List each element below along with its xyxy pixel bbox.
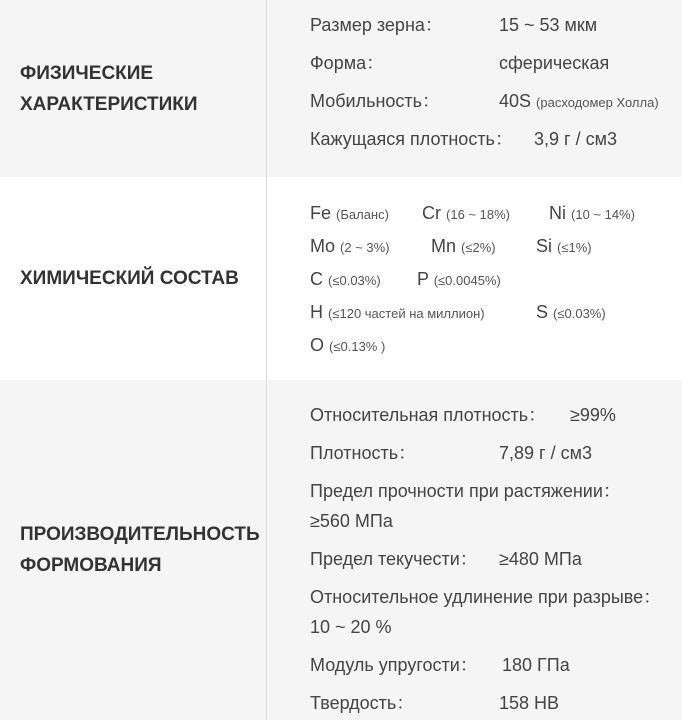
- shape-value: сферическая: [499, 53, 610, 73]
- o-symbol: O: [310, 335, 325, 355]
- flowability-label: Мобильность：: [310, 91, 441, 111]
- shape-line: [310, 48, 682, 86]
- mn-symbol: Mn: [431, 236, 457, 256]
- element-c: [310, 265, 381, 295]
- element-si: [536, 232, 592, 262]
- chemical-content: [267, 177, 682, 380]
- grain-size-value: 15 ~ 53 мкм: [499, 15, 598, 35]
- apparent-density-line: [310, 124, 682, 162]
- elongation-value: 10 ~ 20 %: [310, 617, 392, 637]
- h-symbol: H: [310, 302, 323, 322]
- chem-line-4: [310, 298, 682, 331]
- density-label: Плотность：: [310, 443, 417, 463]
- hardness-line: [310, 688, 682, 726]
- forming-row: [0, 380, 682, 720]
- yield-strength-line: [310, 544, 682, 582]
- density-value: 7,89 г / см3: [499, 443, 592, 463]
- chem-line-1: [310, 199, 682, 232]
- grain-size-line: [310, 10, 682, 48]
- si-range: (≤1%): [557, 240, 592, 255]
- yield-strength-value: ≥480 МПа: [499, 549, 582, 569]
- p-range: (≤0.0045%): [433, 273, 501, 288]
- relative-density-line: [310, 400, 682, 438]
- ni-symbol: Ni: [549, 203, 566, 223]
- o-range: (≤0.13% ): [329, 339, 386, 354]
- ni-range: (10 ~ 14%): [571, 207, 635, 222]
- apparent-density-value: 3,9 г / см3: [534, 129, 617, 149]
- c-range: (≤0.03%): [328, 273, 381, 288]
- relative-density-value: ≥99%: [570, 405, 616, 425]
- flowability-note: (расходомер Холла): [536, 95, 659, 110]
- element-cr: [422, 199, 510, 229]
- physical-row: [0, 0, 682, 177]
- modulus-label: Модуль упругости：: [310, 655, 478, 675]
- fe-symbol: Fe: [310, 203, 332, 223]
- hardness-value: 158 HB: [499, 693, 560, 713]
- modulus-value: 180 ГПа: [502, 655, 570, 675]
- mo-range: (2 ~ 3%): [340, 240, 390, 255]
- s-range: (≤0.03%): [553, 306, 606, 321]
- tensile-strength-label: Предел прочности при растяжении：: [310, 481, 621, 501]
- fe-range: (Баланс): [336, 207, 389, 222]
- element-ni: [549, 199, 635, 229]
- cr-range: (16 ~ 18%): [446, 207, 510, 222]
- forming-content: [267, 380, 682, 720]
- mn-range: (≤2%): [461, 240, 496, 255]
- c-symbol: C: [310, 269, 323, 289]
- physical-content: [267, 0, 682, 177]
- flowability-value-group: [499, 86, 659, 118]
- h-range: (≤120 частей на миллион): [328, 306, 485, 321]
- element-o: [310, 331, 385, 361]
- physical-title-line1: ФИЗИЧЕСКИЕ: [20, 62, 154, 84]
- chem-line-3: [310, 265, 682, 298]
- chem-line-5: [310, 331, 682, 364]
- chemical-title: ХИМИЧЕСКИЙ СОСТАВ: [0, 177, 267, 380]
- element-s: [536, 298, 606, 328]
- flowability-line: [310, 86, 682, 124]
- chem-line-2: [310, 232, 682, 265]
- modulus-line: [310, 650, 682, 688]
- shape-label: Форма：: [310, 53, 385, 73]
- elongation-line: [310, 582, 682, 650]
- element-h: [310, 298, 485, 328]
- elongation-label: Относительное удлинение при разрыве：: [310, 587, 662, 607]
- forming-title-line2: ФОРМОВАНИЯ: [20, 555, 162, 576]
- tensile-strength-line: [310, 476, 682, 544]
- element-p: [417, 265, 501, 295]
- forming-title-line1: ПРОИЗВОДИТЕЛЬНОСТЬ: [20, 524, 260, 545]
- chemical-row: [0, 177, 682, 380]
- s-symbol: S: [536, 302, 549, 322]
- apparent-density-label: Кажущаяся плотность：: [310, 129, 513, 149]
- hardness-label: Твердость：: [310, 693, 415, 713]
- physical-title-line2: ХАРАКТЕРИСТИКИ: [20, 93, 198, 115]
- relative-density-label: Относительная плотность：: [310, 405, 547, 425]
- cr-symbol: Cr: [422, 203, 441, 223]
- element-mn: [431, 232, 496, 262]
- mo-symbol: Mo: [310, 236, 336, 256]
- forming-title: [0, 380, 267, 720]
- physical-title: [0, 0, 267, 177]
- tensile-strength-value: ≥560 МПа: [310, 511, 393, 531]
- element-fe: [310, 199, 389, 229]
- element-mo: [310, 232, 390, 262]
- density-line: [310, 438, 682, 476]
- si-symbol: Si: [536, 236, 553, 256]
- yield-strength-label: Предел текучести：: [310, 549, 478, 569]
- grain-size-label: Размер зерна：: [310, 15, 443, 35]
- p-symbol: P: [417, 269, 429, 289]
- flowability-value: 40S: [499, 91, 532, 111]
